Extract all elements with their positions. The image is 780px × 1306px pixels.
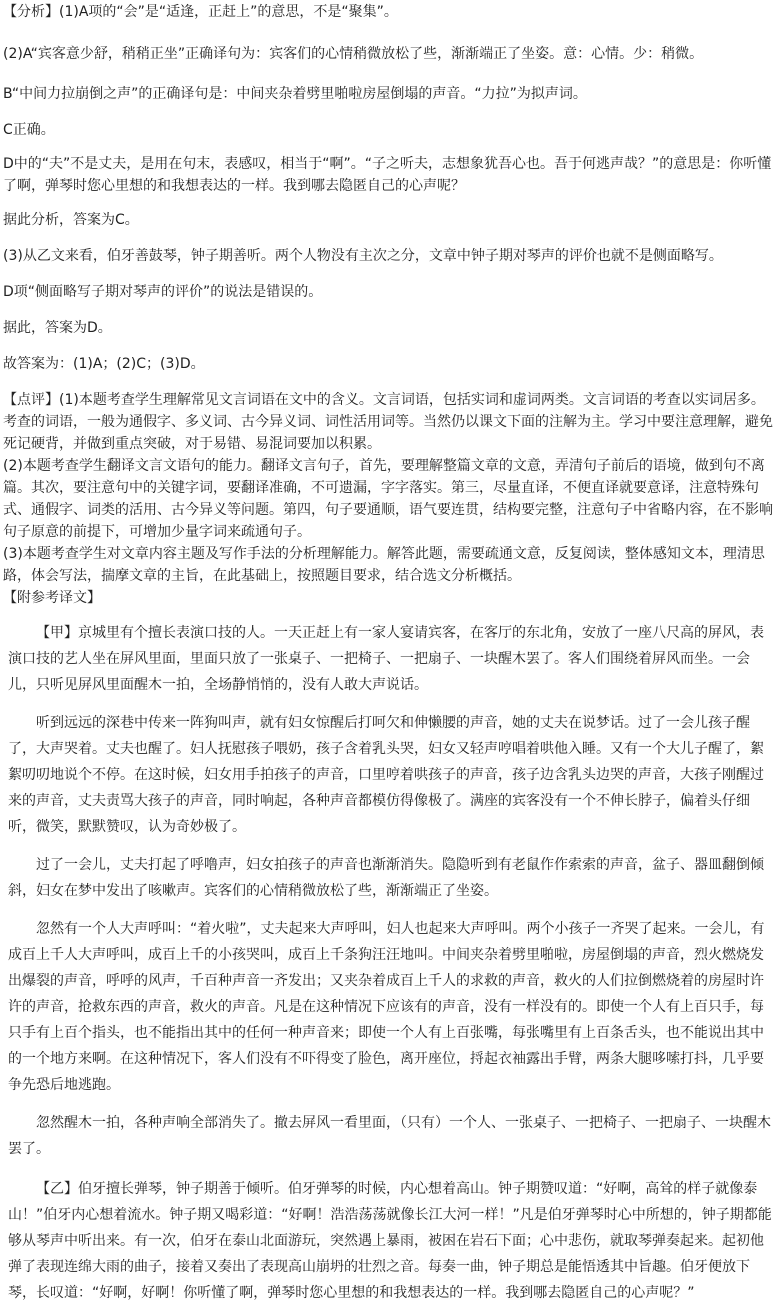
analysis-section bbox=[0, 1, 780, 375]
comment-point-1: 【点评】(1)本题考查学生理解常见文言词语在文中的含义。文言词语，包括实词和虚词两类。文言词语的考查以实词居多。考查的词语，一般为通假字、多义词、古今异义词、词性活用词等。当然仍以课文下面的注解为主。学习中要注意理解，避免死记硬背，并做到重点突破，对于易错、易混词要加以积累。 bbox=[3, 392, 773, 452]
comment-point-2: (2)本题考查学生翻译文言文语句的能力。翻译文言句子，首先，要理解整篇文章的文意，弄清句子前后的语境，做到句不离篇。其次，要注意句中的关键字词，要翻译准确，不可遗漏，字字落实。第三，尽量直译，不便直译就要意译，注意特殊句式、通假字、词类的活用、古今异义等问题。第四，句子要通顺，语气要连贯，结构要完整，注意句子中省略内容，在不影响句子原意的前提下，可增加少量字词来疏通句子。 bbox=[3, 458, 773, 540]
translation-yi-para: 【乙】伯牙擅长弹琴，钟子期善于倾听。伯牙弹琴的时候，内心想着高山。钟子期赞叹道：“好啊，高耸的样子就像泰山！”伯牙内心想着流水。钟子期又喝彩道：“好啊！浩浩荡荡就像长江大河一样！”凡是伯牙弹琴时心中所想的，钟子期都能够从琴声中听出来。有一次，伯牙在泰山北面游玩，突然遇上暴雨，被困在岩石下面；心中悲伤，就取琴弹奏起来。起初他弹了表现连绵大雨的曲子，接着又奏出了表现高山崩坍的壮烈之音。每奏一曲，钟子期总是能悟透其中旨趣。伯牙便放下琴，长叹道：“好啊，好啊！你听懂了啊，弹琴时您心里想的和我想表达的一样。我到哪去隐匿自己的心声呢？” bbox=[8, 1181, 772, 1301]
translation-section bbox=[0, 620, 780, 1306]
answer-document bbox=[0, 1, 780, 1305]
translation-jia-para-5: 忽然醒木一拍，各种声响全部消失了。撤去屏风一看里面，（只有）一个人、一张桌子、一把椅子、一把扇子、一块醒木罢了。 bbox=[8, 1115, 771, 1157]
analysis-point-9: 据此，答案为D。 bbox=[3, 320, 112, 336]
comment-point-3: (3)本题考查学生对文章内容主题及写作手法的分析理解能力。解答此题，需要疏通文意，反复阅读，整体感知文本，理清思路，体会写法，揣摩文章的主旨，在此基础上，按照题目要求，结合选文分析概括。 bbox=[3, 546, 765, 584]
translation-jia-para-2: 听到远远的深巷中传来一阵狗叫声，就有妇女惊醒后打呵欠和伸懒腰的声音，她的丈夫在说梦话。过了一会儿孩子醒了，大声哭着。丈夫也醒了。妇人抚慰孩子喂奶，孩子含着乳头哭，妇女又轻声哼唱着哄他入睡。又有一个大儿子醒了，絮絮叨叨地说个不停。在这时候，妇女用手拍孩子的声音，口里哼着哄孩子的声音，孩子边含乳头边哭的声音，大孩子刚醒过来的声音，丈夫责骂大孩子的声音，同时响起，各种声音都模仿得像极了。满座的宾客没有一个不伸长脖子，偏着头仔细听，微笑，默默赞叹，认为奇妙极了。 bbox=[8, 715, 764, 835]
translation-jia-para-1: 【甲】京城里有个擅长表演口技的人。一天正赶上有一家人宴请宾客，在客厅的东北角，安放了一座八尺高的屏风，表演口技的艺人坐在屏风里面，里面只放了一张桌子、一把椅子、一把扇子、一块醒木罢了。客人们围绕着屏风而坐。一会儿，只听见屏风里面醒木一拍，全场静悄悄的，没有人敢大声说话。 bbox=[8, 625, 764, 693]
analysis-point-3: B“中间力拉崩倒之声”的正确译句是：中间夹杂着劈里啪啦房屋倒塌的声音。“力拉”为拟声词。 bbox=[3, 86, 587, 102]
translation-jia-para-4: 忽然有一个人大声呼叫：“着火啦”，丈夫起来大声呼叫，妇人也起来大声呼叫。两个小孩子一齐哭了起来。一会儿，有成百上千人大声呼叫，成百上千的小孩哭叫，成百上千条狗汪汪地叫。中间夹杂着劈里啪啦，房屋倒塌的声音，烈火燃烧发出爆裂的声音，呼呼的风声，千百种声音一齐发出；又夹杂着成百上千人的求救的声音，救火的人们拉倒燃烧着的房屋时许许的声音，抢救东西的声音，救火的声音。凡是在这种情况下应该有的声音，没有一样没有的。即使一个人有上百只手，每只手有上百个指头，也不能指出其中的任何一种声音来；即使一个人有上百张嘴，每张嘴里有上百条舌头，也不能说出其中的一个地方来啊。在这种情况下，客人们没有不吓得变了脸色，离开座位，捋起衣袖露出手臂，两条大腿哆嗦打抖，几乎要争先恐后地逃跑。 bbox=[8, 921, 765, 1093]
analysis-point-7: (3)从乙文来看，伯牙善鼓琴，钟子期善听。两个人物没有主次之分，文章中钟子期对琴声的评价也就不是侧面略写。 bbox=[3, 248, 723, 264]
comment-section bbox=[0, 389, 780, 609]
analysis-final-answer: 故答案为：(1)A；(2)C；(3)D。 bbox=[3, 356, 205, 372]
analysis-point-5: D中的“夫”不是丈夫，是用在句末，表感叹，相当于“啊”。“子之听夫，志想象犹吾心也。吾于何逃声哉？”的意思是：你听懂了啊，弹琴时您心里想的和我想表达的一样。我到哪去隐匿自己的心声呢？ bbox=[3, 156, 772, 194]
reference-translation-heading: 【附参考译文】 bbox=[3, 590, 101, 606]
analysis-point-2: (2)A“宾客意少舒，稍稍正坐”正确译句为：宾客们的心情稍微放松了些，渐渐端正了坐姿。意：心情。少：稍微。 bbox=[3, 46, 704, 62]
analysis-point-4: C正确。 bbox=[3, 122, 55, 138]
analysis-point-8: D项“侧面略写子期对琴声的评价”的说法是错误的。 bbox=[3, 284, 323, 300]
translation-jia-para-3: 过了一会儿，丈夫打起了呼噜声，妇女拍孩子的声音也渐渐消失。隐隐听到有老鼠作作索索的声音，盆子、器皿翻倒倾斜，妇女在梦中发出了咳嗽声。宾客们的心情稍微放松了些，渐渐端正了坐姿。 bbox=[8, 857, 764, 899]
analysis-point-1: 【分析】(1)A项的“会”是“适逢，正赶上”的意思，不是“聚集”。 bbox=[3, 4, 398, 20]
analysis-point-6: 据此分析，答案为C。 bbox=[3, 212, 139, 228]
